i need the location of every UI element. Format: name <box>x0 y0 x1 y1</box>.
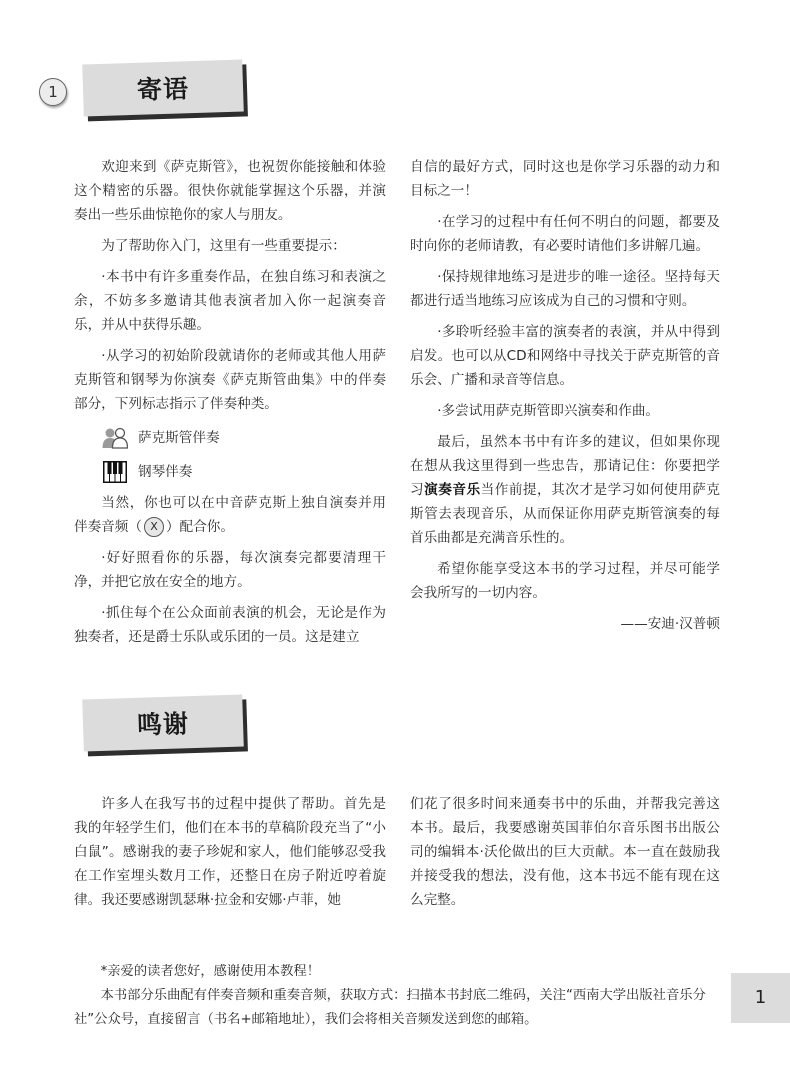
piano-keys-icon <box>102 460 128 484</box>
legend-sax-label: 萨克斯管伴奏 <box>138 430 220 446</box>
note-audio-info: 本书部分乐曲配有伴奏音频和重奏音频，获取方式：扫描本书封底二维码，关注“西南大学出版社音乐分社”公众号，直接留言（书名+邮箱地址），我们会将相关音频发送到您的邮箱。 <box>74 988 706 1027</box>
paragraph: ·从学习的初始阶段就请你的老师或其他人用萨克斯管和钢琴为你演奏《萨克斯管曲集》中的伴奏部分，下列标志指示了伴奏种类。 <box>74 348 386 412</box>
saxophone-duet-icon <box>102 426 128 450</box>
legend-piano <box>74 457 386 487</box>
reader-note <box>74 960 724 1032</box>
paragraph: 欢迎来到《萨克斯管》，也祝贺你能接触和体验这个精密的乐器。很快你就能掌握这个乐器，并演奏出一些乐曲惊艳你的家人与朋友。 <box>74 159 386 223</box>
foreword-column-right <box>410 155 720 643</box>
paragraph: 许多人在我写书的过程中提供了帮助。首先是我的年轻学生们，他们在本书的草稿阶段充当了“小白鼠”。感谢我的妻子珍妮和家人，他们能够忍受我在工作室埋头数月工作，还整日在房子附近哼着旋律。我还要感谢凯瑟琳·拉金和安娜·卢菲，她 <box>74 796 386 908</box>
page-number: 1 <box>731 973 790 1023</box>
section-title-banner <box>82 59 244 116</box>
audio-text-end: ）配合你。 <box>165 519 234 535</box>
paragraph-continued: 们花了很多时间来通奏书中的乐曲，并帮我完善这本书。最后，我要感谢英国菲伯尔音乐图书出版公司的编辑本·沃伦做出的巨大贡献。本一直在鼓励我并接受我的想法，没有他，这本书远不能有现在这么完整。 <box>410 796 720 908</box>
acknowledgements-column-left <box>74 792 386 919</box>
audio-track-icon: X <box>144 517 164 537</box>
paragraph: ·在学习的过程中有任何不明白的问题，都要及时向你的老师请教，有必要时请他们多讲解几遍。 <box>410 214 720 254</box>
paragraph: ·抓住每个在公众面前表演的机会，无论是作为独奏者，还是爵士乐队或乐团的一员。这是建立 <box>74 605 386 645</box>
audio-text-start: 当然，你也可以在中音萨克斯上独自演奏并用伴奏音频（ <box>74 495 386 535</box>
paragraph: 希望你能享受这本书的学习过程，并尽可能学会我所写的一切内容。 <box>410 561 720 601</box>
legend-sax <box>74 423 386 453</box>
author-signature: ——安迪·汉普顿 <box>620 616 720 632</box>
section-title: 寄语 <box>136 74 190 105</box>
paragraph: ·保持规律地练习是进步的唯一途径。坚持每天都进行适当地练习应该成为自己的习惯和守则。 <box>410 269 720 309</box>
paragraph: ·好好照看你的乐器，每次演奏完都要清理干净，并把它放在安全的地方。 <box>74 550 386 590</box>
paragraph-audio <box>74 491 386 539</box>
closing-text-end: 当作前提，其次才是学习如何使用萨克斯管去表现音乐，从而保证你用萨克斯管演奏的每首乐曲都是充满音乐性的。 <box>410 482 721 546</box>
legend-piano-label: 钢琴伴奏 <box>138 464 193 480</box>
acknowledgements-title: 鸣谢 <box>136 709 190 740</box>
paragraph-continued: 自信的最好方式，同时这也是你学习乐器的动力和目标之一！ <box>410 159 720 199</box>
paragraph: ·多聆听经验丰富的演奏者的表演，并从中得到启发。也可以从CD和网络中寻找关于萨克斯管的音乐会、广播和录音等信息。 <box>410 324 720 388</box>
section-number-badge: 1 <box>39 78 67 106</box>
acknowledgements-column-right <box>410 792 720 919</box>
acknowledgements-title-banner <box>82 694 244 751</box>
note-greeting: *亲爱的读者您好，感谢使用本教程！ <box>100 964 320 979</box>
foreword-column-left <box>74 155 386 656</box>
paragraph-closing <box>410 430 720 550</box>
paragraph: ·本书中有许多重奏作品，在独自练习和表演之余，不妨多多邀请其他表演者加入你一起演奏音乐，并从中获得乐趣。 <box>74 269 386 333</box>
paragraph: ·多尝试用萨克斯管即兴演奏和作曲。 <box>437 403 660 419</box>
closing-text-start: 最后，虽然本书中有许多的建议，但如果你现在想从我这里得到一些忠告，那请记住：你要把学习 <box>410 434 720 498</box>
paragraph: 为了帮助你入门，这里有一些重要提示： <box>101 238 346 254</box>
closing-emphasis: 演奏音乐 <box>424 482 481 498</box>
